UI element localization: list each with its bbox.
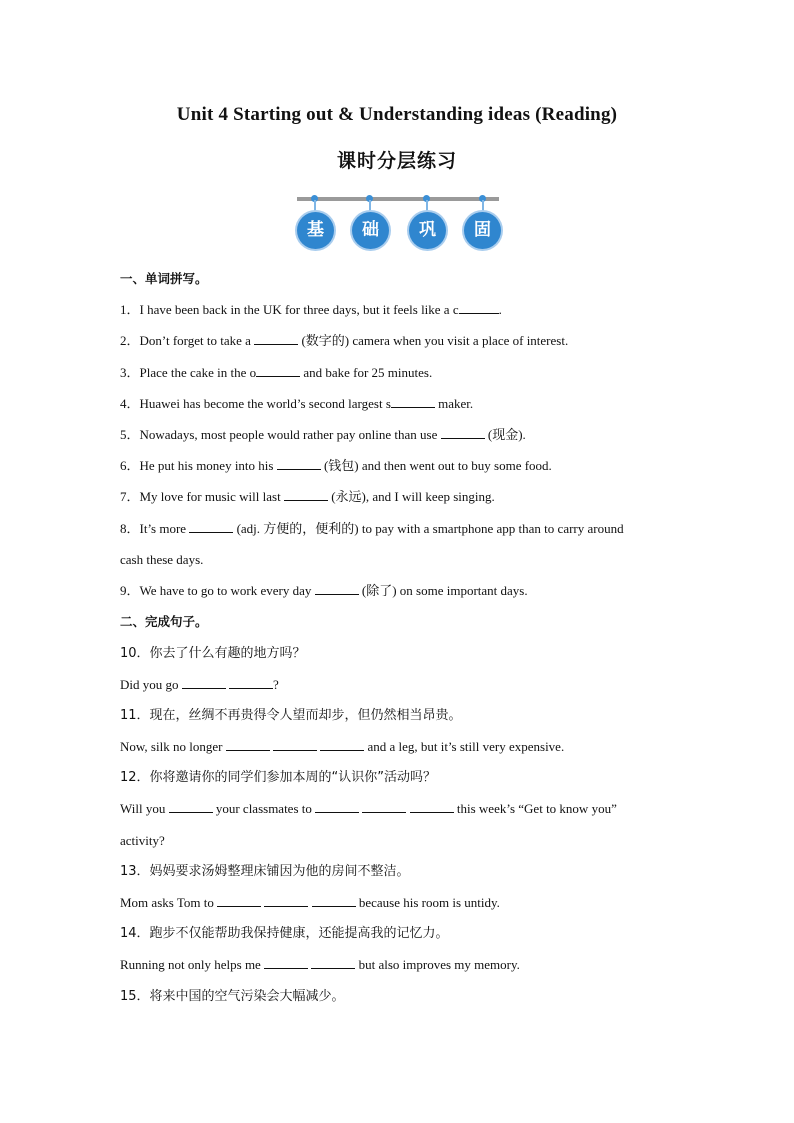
answer-blank[interactable]	[182, 676, 226, 689]
answer-blank[interactable]	[264, 956, 308, 969]
question-text: this week’s “Get to know you”	[453, 801, 617, 816]
question-15-chinese: 15．将来中国的空气污染会大幅减少。	[120, 989, 345, 1004]
question-12-chinese: 12．你将邀请你的同学们参加本周的“认识你”活动吗？	[120, 770, 437, 785]
question-12-continued: activity?	[120, 833, 165, 848]
answer-blank[interactable]	[311, 956, 355, 969]
question-12	[120, 800, 617, 818]
question-10-chinese: 10．你去了什么有趣的地方吗？	[120, 646, 306, 661]
answer-blank[interactable]	[362, 800, 406, 813]
answer-blank[interactable]	[284, 488, 328, 501]
answer-blank[interactable]	[277, 457, 321, 470]
question-5	[120, 426, 526, 444]
question-text: (除了) on some important days.	[358, 583, 528, 598]
question-text: Did you go	[120, 677, 182, 692]
question-text: 4．Huawei has become the world’s second largest s	[120, 396, 391, 411]
answer-blank[interactable]	[217, 894, 261, 907]
banner-stem	[314, 200, 316, 212]
question-11	[120, 738, 564, 756]
question-13-chinese: 13．妈妈要求汤姆整理床铺因为他的房间不整洁。	[120, 864, 410, 879]
question-text: 7．My love for music will last	[120, 489, 284, 504]
answer-blank[interactable]	[226, 738, 270, 751]
question-text: ?	[273, 677, 279, 692]
answer-blank[interactable]	[320, 738, 364, 751]
question-13	[120, 894, 500, 912]
question-2	[120, 332, 568, 350]
question-text: your classmates to	[212, 801, 316, 816]
answer-blank[interactable]	[229, 676, 273, 689]
question-text: Running not only helps me	[120, 957, 265, 972]
banner-stem	[426, 200, 428, 212]
question-text: (adj. 方便的，便利的) to pay with a smartphone app than to carry around	[233, 521, 624, 536]
question-text: and a leg, but it’s still very expensive.	[364, 739, 565, 754]
question-6	[120, 457, 552, 475]
question-text: 2．Don’t forget to take a	[120, 333, 255, 348]
question-text: 8．It’s more	[120, 521, 190, 536]
question-text: (钱包) and then went out to buy some food.	[320, 458, 552, 473]
section-banner	[297, 194, 499, 252]
answer-blank[interactable]	[441, 426, 485, 439]
question-9	[120, 582, 528, 600]
question-text: (现金).	[484, 427, 526, 442]
banner-char-gong: 巩	[409, 212, 446, 249]
question-text: 6．He put his money into his	[120, 458, 277, 473]
question-text: because his room is untidy.	[355, 895, 500, 910]
question-1	[120, 301, 502, 319]
question-10	[120, 676, 279, 694]
section-1-heading: 一、单词拼写。	[120, 271, 208, 286]
question-text: .	[498, 302, 502, 317]
answer-blank[interactable]	[189, 520, 233, 533]
question-text: Will you	[120, 801, 169, 816]
question-text: 3．Place the cake in the o	[120, 365, 257, 380]
answer-blank[interactable]	[169, 800, 213, 813]
question-3	[120, 364, 432, 382]
answer-blank[interactable]	[391, 395, 435, 408]
question-text: Now, silk no longer	[120, 739, 226, 754]
question-text: and bake for 25 minutes.	[300, 365, 433, 380]
question-8-continued: cash these days.	[120, 552, 204, 567]
answer-blank[interactable]	[410, 800, 454, 813]
question-14	[120, 956, 520, 974]
question-text: maker.	[434, 396, 474, 411]
answer-blank[interactable]	[312, 894, 356, 907]
question-text: but also improves my memory.	[355, 957, 520, 972]
banner-char-ji: 基	[297, 212, 334, 249]
question-4	[120, 395, 473, 413]
question-text: (永远), and I will keep singing.	[327, 489, 495, 504]
question-text: 1．I have been back in the UK for three days, but it feels like a c	[120, 302, 459, 317]
answer-blank[interactable]	[254, 332, 298, 345]
page-subtitle: 课时分层练习	[336, 150, 457, 172]
answer-blank[interactable]	[264, 894, 308, 907]
answer-blank[interactable]	[273, 738, 317, 751]
answer-blank[interactable]	[315, 800, 359, 813]
question-text: (数字的) camera when you visit a place of interest.	[298, 333, 569, 348]
question-14-chinese: 14．跑步不仅能帮助我保持健康，还能提高我的记忆力。	[120, 926, 449, 941]
question-text: 9．We have to go to work every day	[120, 583, 315, 598]
banner-bar	[297, 197, 499, 201]
section-2-heading: 二、完成句子。	[120, 614, 208, 629]
banner-char-chu: 础	[352, 212, 389, 249]
question-text: Mom asks Tom to	[120, 895, 218, 910]
question-7	[120, 488, 495, 506]
banner-stem	[482, 200, 484, 212]
question-11-chinese: 11．现在，丝绸不再贵得令人望而却步，但仍然相当昂贵。	[120, 708, 462, 723]
answer-blank[interactable]	[315, 582, 359, 595]
question-text: 5．Nowadays, most people would rather pay online than use	[120, 427, 441, 442]
answer-blank[interactable]	[459, 301, 499, 314]
answer-blank[interactable]	[256, 364, 300, 377]
page-title: Unit 4 Starting out & Understanding ideas (Reading)	[176, 104, 618, 125]
banner-char-gu: 固	[464, 212, 501, 249]
question-8	[120, 520, 624, 538]
banner-stem	[369, 200, 371, 212]
